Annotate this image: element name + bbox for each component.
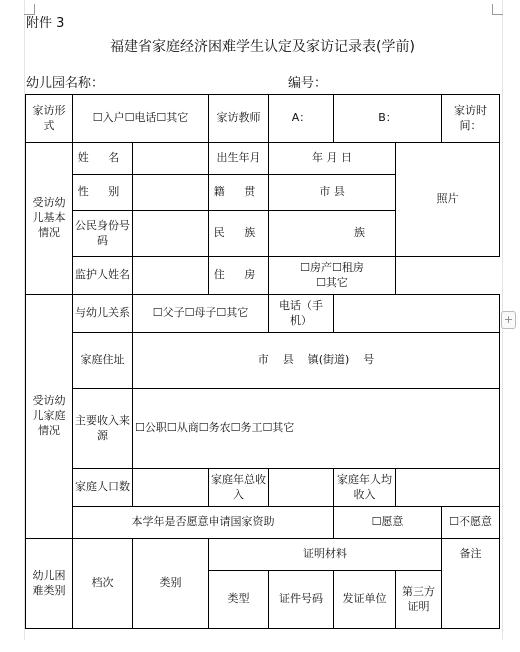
per-capita-income-label: 家庭年人均收入 xyxy=(334,469,396,507)
ethnicity-label: 民 族 xyxy=(209,211,269,257)
visit-form-options[interactable]: ☐入户☐电话☐其它 xyxy=(73,95,209,143)
guardian-name-field[interactable] xyxy=(133,257,209,295)
birth-date-field[interactable]: 年 月 日 xyxy=(269,143,396,175)
visit-teacher-a[interactable]: A： xyxy=(269,95,334,143)
annual-income-label: 家庭年总收入 xyxy=(209,469,269,507)
funding-yes-option[interactable]: ☐愿意 xyxy=(334,507,442,539)
address-field[interactable]: 市 县 镇(街道) 号 xyxy=(133,333,500,389)
housing-label: 住 房 xyxy=(209,257,269,295)
id-number-label: 公民身份号码 xyxy=(73,211,133,257)
proof-materials-label: 证明材料 xyxy=(209,539,442,571)
birth-date-label: 出生年月 xyxy=(209,143,269,175)
difficulty-category-label: 幼儿困难类别 xyxy=(26,539,73,629)
gender-label: 性 别 xyxy=(73,175,133,211)
family-population-label: 家庭人口数 xyxy=(73,469,133,507)
relation-options[interactable]: ☐父子☐母子☐其它 xyxy=(133,295,269,333)
proof-cert-number-label: 证件号码 xyxy=(269,571,334,629)
id-number-field[interactable] xyxy=(133,211,209,257)
housing-options-line2[interactable]: ☐其它 xyxy=(316,275,348,289)
corner-mark xyxy=(492,4,503,15)
add-row-button[interactable]: + xyxy=(501,311,516,329)
visit-teacher-b[interactable]: B： xyxy=(334,95,442,143)
address-label: 家庭住址 xyxy=(73,333,133,389)
level-label: 档次 xyxy=(73,539,133,629)
family-population-field[interactable] xyxy=(133,469,209,507)
basic-info-section-label: 受访幼儿基本情况 xyxy=(26,143,73,295)
native-place-field[interactable]: 市 县 xyxy=(269,175,396,211)
serial-number-label: 编号： xyxy=(288,76,328,91)
native-place-label: 籍 贯 xyxy=(209,175,269,211)
housing-options[interactable] xyxy=(269,257,396,295)
guardian-name-label: 监护人姓名 xyxy=(73,257,133,295)
category-type-label: 类别 xyxy=(133,539,209,629)
kindergarten-name-label: 幼儿园名称： xyxy=(26,76,105,91)
photo-box: 照片 xyxy=(396,143,500,257)
third-party-proof-label: 第三方证明 xyxy=(396,571,442,629)
form-title: 福建省家庭经济困难学生认定及家访记录表(学前) xyxy=(110,39,415,55)
home-visit-form-table xyxy=(25,94,500,629)
phone-label: 电话（手机） xyxy=(269,295,334,333)
funding-no-option[interactable]: ☐不愿意 xyxy=(442,507,500,539)
proof-issuer-label: 发证单位 xyxy=(334,571,396,629)
income-source-label: 主要收入来源 xyxy=(73,389,133,469)
income-source-options[interactable]: ☐公职☐从商☐务农☐务工☐其它 xyxy=(133,389,500,469)
proof-type-label: 类型 xyxy=(209,571,269,629)
phone-field[interactable] xyxy=(334,295,500,333)
visit-form-label: 家访形式 xyxy=(26,95,73,143)
visit-teacher-label: 家访教师 xyxy=(209,95,269,143)
housing-options-line1[interactable]: ☐房产☐租房 xyxy=(300,260,364,274)
attachment-label: 附件 3 xyxy=(26,16,65,31)
annual-income-field[interactable] xyxy=(269,469,334,507)
relation-label: 与幼儿关系 xyxy=(73,295,133,333)
family-section-label: 受访幼儿家庭情况 xyxy=(26,295,73,539)
visit-time-label[interactable]: 家访时间： xyxy=(442,95,500,143)
ethnicity-field[interactable]: 族 xyxy=(269,211,396,257)
gender-field[interactable] xyxy=(133,175,209,211)
remarks-label: 备注 xyxy=(442,539,500,629)
funding-question: 本学年是否愿意申请国家资助 xyxy=(73,507,334,539)
per-capita-income-field[interactable] xyxy=(396,469,500,507)
child-name-label: 姓 名 xyxy=(73,143,133,175)
child-name-field[interactable] xyxy=(133,143,209,175)
